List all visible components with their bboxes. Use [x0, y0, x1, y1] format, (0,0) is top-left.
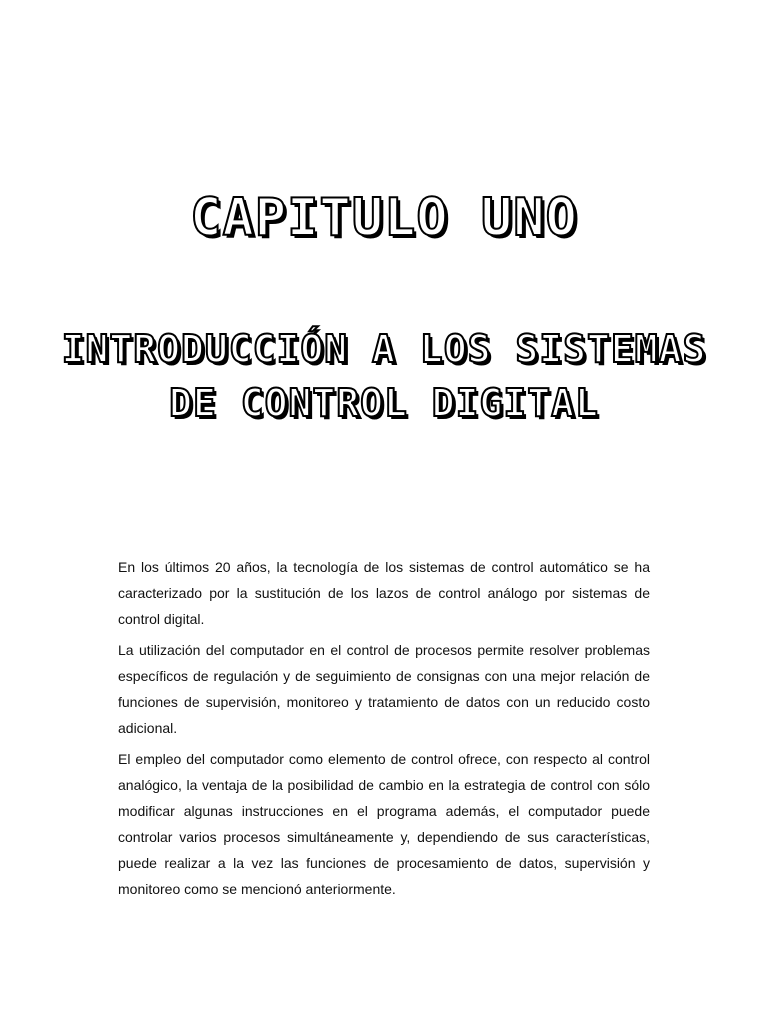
- paragraph-2: La utilización del computador en el control de procesos permite resolver problemas específicos de regulación y de seguimiento de consignas con una mejor relación de funciones de supervisión, monitoreo y tratamiento de datos con un reducido costo adicional.: [118, 642, 650, 736]
- section-title-line-2: DE CONTROL DIGITAL: [169, 381, 599, 425]
- chapter-title: CAPITULO UNO: [190, 188, 578, 248]
- body-text: [118, 554, 650, 907]
- section-title-line-1: INTRODUCCIÓN A LOS SISTEMAS: [61, 327, 707, 371]
- paragraph-3: El empleo del computador como elemento de control ofrece, con respecto al control analógico, la ventaja de la posibilidad de cambio en la estrategia de control con sólo modificar algunas instrucciones en el programa además, el computador puede controlar varios procesos simultáneamente y, dependiendo de sus características, puede realizar a la vez las funciones de procesamiento de datos, supervisión y monitoreo como se mencionó anteriormente.: [118, 751, 650, 897]
- paragraph-1: En los últimos 20 años, la tecnología de los sistemas de control automático se ha caracterizado por la sustitución de los lazos de control análogo por sistemas de control digital.: [118, 559, 650, 627]
